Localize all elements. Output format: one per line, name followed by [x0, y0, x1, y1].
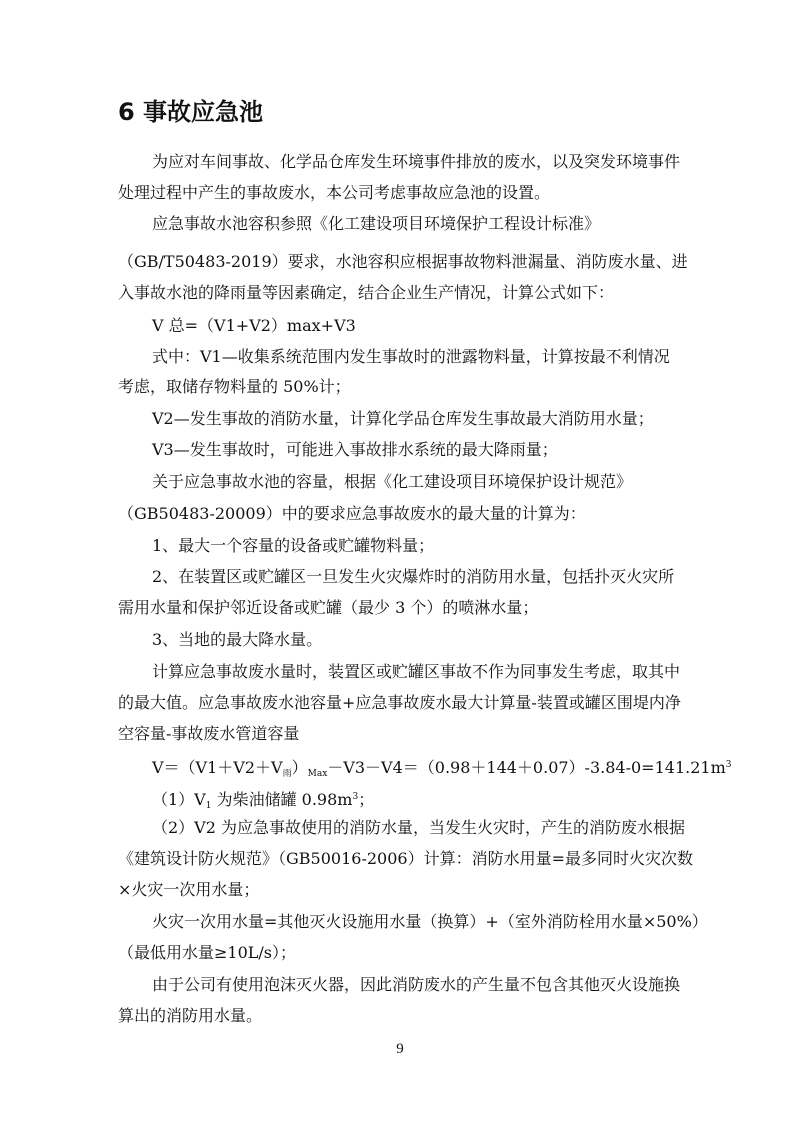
paragraph-line: 式中：V1—收集系统范围内发生事故时的泄露物料量，计算按最不利情况	[152, 347, 670, 366]
paragraph-line: 的最大值。应急事故废水池容量+应急事故废水最大计算量-装置或罐区围堤内净	[118, 693, 681, 712]
v1-prefix: （1）V	[152, 790, 206, 809]
paragraph-line: ×火灾一次用水量；	[118, 880, 260, 899]
paragraph-line: 需用水量和保护邻近设备或贮罐（最少 3 个）的喷淋水量；	[118, 598, 539, 617]
v1-superscript: 3	[352, 792, 359, 802]
formula-line: V 总=（V1+V2）max+V3	[152, 316, 356, 335]
paragraph-line: 空容量-事故废水管道容量	[118, 724, 300, 743]
calculation-formula	[152, 754, 731, 785]
paragraph-line: （GB50483-20009）中的要求应急事故废水的最大量的计算为：	[118, 504, 586, 523]
page-number: 9	[396, 1041, 404, 1057]
paragraph-line: 算出的消防用水量。	[118, 1006, 263, 1025]
formula-superscript: 3	[725, 760, 732, 770]
formula-part: －V3－V4＝（0.98＋144＋0.07）-3.84-0=141.21m	[327, 758, 726, 777]
paragraph-line: 《建筑设计防火规范》（GB50016-2006）计算：消防水用量=最多同时火灾次数	[118, 849, 693, 868]
paragraph-line: 为应对车间事故、化学品仓库发生环境事件排放的废水，以及突发环境事件	[152, 152, 681, 171]
formula-subscript: 雨	[282, 769, 292, 779]
paragraph-line: 火灾一次用水量=其他灭火设施用水量（换算）+（室外消防栓用水量×50%）	[152, 912, 708, 931]
paragraph-line: V2—发生事故的消防水量，计算化学品仓库发生事故最大消防用水量；	[152, 409, 654, 428]
paragraph-line: （最低用水量≥10L/s）；	[118, 943, 296, 962]
formula-part: ）	[291, 758, 308, 777]
paragraph-line: 应急事故水池容积参照《化工建设项目环境保护工程设计标准》	[152, 214, 601, 233]
list-item: 1、最大一个容量的设备或贮罐物料量；	[152, 536, 435, 555]
v1-description	[152, 786, 374, 817]
paragraph-line: （2）V2 为应急事故使用的消防水量，当发生火灾时，产生的消防废水根据	[152, 818, 686, 837]
section-heading: 6 事故应急池	[118, 98, 264, 126]
paragraph-line: 关于应急事故水池的容量，根据《化工建设项目环境保护设计规范》	[152, 472, 633, 491]
paragraph-line: V3—发生事故时，可能进入事故排水系统的最大降雨量；	[152, 440, 558, 459]
paragraph-line: 计算应急事故废水量时，装置区或贮罐区事故不作为同事发生考虑，取其中	[152, 662, 681, 681]
v1-suffix: ；	[358, 790, 375, 809]
paragraph-line: 入事故水池的降雨量等因素确定，结合企业生产情况，计算公式如下：	[118, 283, 615, 302]
paragraph-line: 处理过程中产生的事故废水，本公司考虑事故应急池的设置。	[118, 183, 551, 202]
list-item: 2、在装置区或贮罐区一旦发生火灾爆炸时的消防用水量，包括扑灭火灾所	[152, 567, 675, 586]
v1-subscript: 1	[205, 801, 212, 811]
list-item: 3、当地的最大降水量。	[152, 630, 323, 649]
v1-mid: 为柴油储罐 0.98m	[211, 790, 353, 809]
paragraph-line: 由于公司有使用泡沫灭火器，因此消防废水的产生量不包含其他灭火设施换	[152, 975, 681, 994]
paragraph-line: 考虑，取储存物料量的 50%计；	[118, 377, 351, 396]
paragraph-line: （GB/T50483-2019）要求，水池容积应根据事故物料泄漏量、消防废水量、进	[118, 252, 688, 271]
formula-subscript: Max	[307, 769, 328, 779]
formula-part: V＝（V1＋V2＋V	[152, 758, 283, 777]
